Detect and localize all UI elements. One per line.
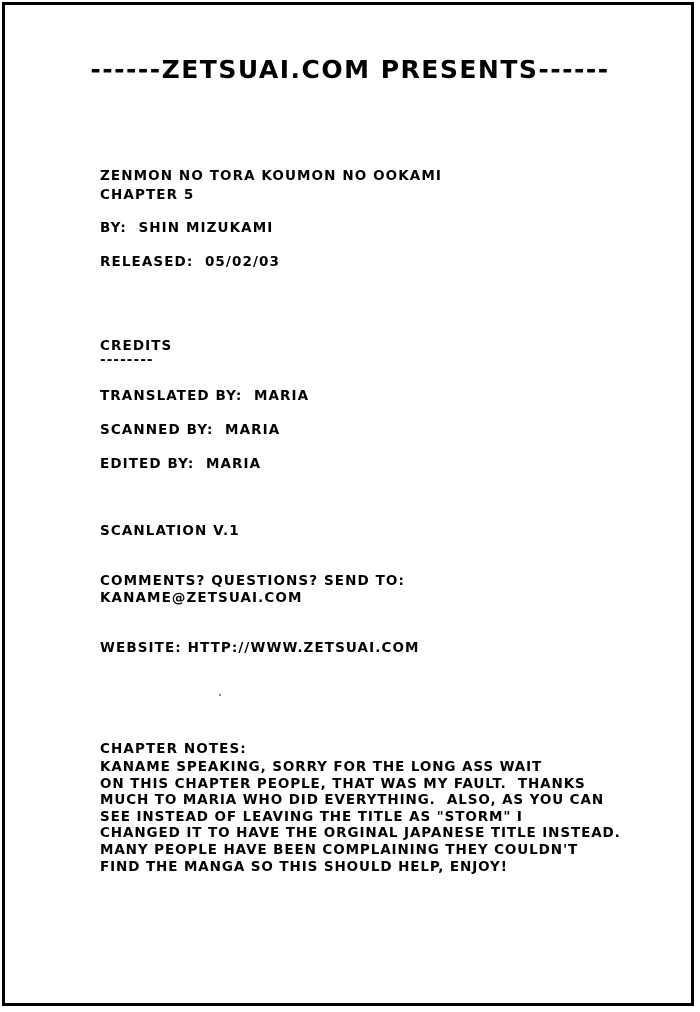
release-date: RELEASED: 05/02/03 — [100, 254, 280, 270]
credit-edited: EDITED BY: MARIA — [100, 456, 262, 472]
website-link[interactable]: WEBSITE: HTTP://WWW.ZETSUAI.COM — [100, 640, 420, 656]
series-title: ZENMON NO TORA KOUMON NO OOKAMI — [100, 168, 443, 184]
contact-email[interactable]: KANAME@ZETSUAI.COM — [100, 590, 303, 606]
contact-prompt: COMMENTS? QUESTIONS? SEND TO: — [100, 573, 406, 589]
notes-line: SEE INSTEAD OF LEAVING THE TITLE AS "STORM" I — [100, 808, 523, 825]
page-title: ------ZETSUAI.COM PRESENTS------ — [90, 55, 610, 84]
credits-underline: -------- — [100, 352, 154, 368]
credits-heading: CREDITS — [100, 338, 173, 354]
author-line: BY: SHIN MIZUKAMI — [100, 220, 274, 236]
credit-translated: TRANSLATED BY: MARIA — [100, 388, 310, 404]
credit-scanned: SCANNED BY: MARIA — [100, 422, 281, 438]
notes-line: FIND THE MANGA SO THIS SHOULD HELP, ENJOY! — [100, 858, 508, 875]
scan-speck — [219, 694, 221, 696]
chapter-number: CHAPTER 5 — [100, 187, 195, 203]
notes-line: MANY PEOPLE HAVE BEEN COMPLAINING THEY COULDN'T — [100, 841, 579, 858]
scanlation-version: SCANLATION V.1 — [100, 523, 240, 539]
notes-line: CHANGED IT TO HAVE THE ORGINAL JAPANESE TITLE INSTEAD. — [100, 825, 621, 842]
notes-line: ON THIS CHAPTER PEOPLE, THAT WAS MY FAULT. THANKS — [100, 775, 586, 792]
chapter-notes-body — [100, 759, 621, 875]
notes-line: MUCH TO MARIA WHO DID EVERYTHING. ALSO, AS YOU CAN — [100, 792, 605, 809]
chapter-notes-heading: CHAPTER NOTES: — [100, 741, 247, 757]
notes-line: KANAME SPEAKING, SORRY FOR THE LONG ASS WAIT — [100, 759, 543, 775]
